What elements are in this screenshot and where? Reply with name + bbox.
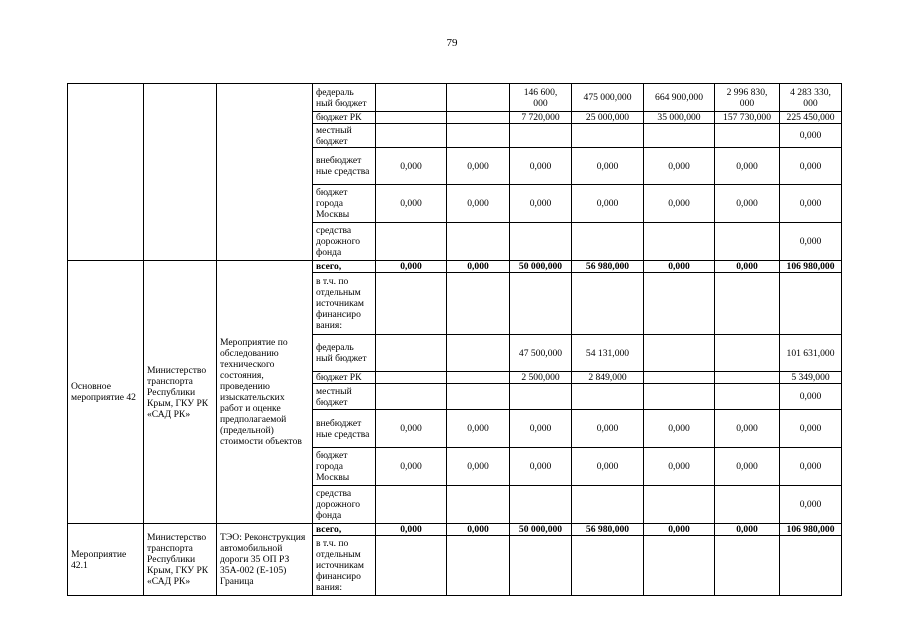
budget-table (67, 83, 842, 596)
value-cell: 35 000,000 (644, 112, 715, 124)
value-cell: 0,000 (447, 185, 510, 223)
value-cell (715, 384, 780, 410)
value-cell: 0,000 (715, 524, 780, 536)
value-cell: 0,000 (644, 148, 715, 185)
value-cell: 50 000,000 (510, 524, 572, 536)
value-cell: 0,000 (376, 148, 447, 185)
value-cell: 0,000 (447, 410, 510, 448)
value-cell: 7 720,000 (510, 112, 572, 124)
value-cell: 106 980,000 (780, 524, 842, 536)
value-cell (715, 372, 780, 384)
value-cell: 146 600, 000 (510, 84, 572, 112)
value-cell (572, 273, 644, 335)
value-cell (644, 335, 715, 372)
value-cell: 0,000 (715, 410, 780, 448)
value-cell: 0,000 (376, 448, 447, 486)
value-cell (715, 223, 780, 261)
value-cell (376, 335, 447, 372)
executor-cell: Министерство транспорта Республики Крым, ГКУ РК «САД РК» (144, 524, 217, 596)
value-cell: 0,000 (510, 148, 572, 185)
value-cell: 0,000 (510, 448, 572, 486)
description-cell: ТЭО: Реконструкция автомобильной дороги 35 ОП РЗ 35А-002 (Е-105) Граница (217, 524, 313, 596)
value-cell (715, 536, 780, 596)
value-cell: 0,000 (572, 448, 644, 486)
value-cell: 0,000 (780, 185, 842, 223)
value-cell: 0,000 (376, 261, 447, 273)
funding-source: федераль ный бюджет (313, 84, 376, 112)
value-cell: 0,000 (644, 524, 715, 536)
table-row (68, 84, 842, 112)
value-cell: 0,000 (447, 148, 510, 185)
value-cell: 0,000 (780, 148, 842, 185)
value-cell: 47 500,000 (510, 335, 572, 372)
funding-source: бюджет РК (313, 372, 376, 384)
value-cell (572, 223, 644, 261)
funding-source: местный бюджет (313, 384, 376, 410)
value-cell: 2 849,000 (572, 372, 644, 384)
value-cell (376, 124, 447, 148)
value-cell: 0,000 (780, 448, 842, 486)
value-cell: 50 000,000 (510, 261, 572, 273)
funding-source: бюджет города Москвы (313, 185, 376, 223)
value-cell (447, 84, 510, 112)
value-cell: 0,000 (715, 148, 780, 185)
value-cell: 0,000 (447, 261, 510, 273)
description-cell (217, 84, 313, 261)
value-cell (715, 335, 780, 372)
value-cell: 106 980,000 (780, 261, 842, 273)
value-cell (644, 536, 715, 596)
funding-source: в т.ч. по отдельным источникам финансиро вания: (313, 536, 376, 596)
description-cell: Мероприятие по обследованию технического состояния, проведению изыскательских работ и оценке предполагаемой (предельной) стоимости объектов (217, 261, 313, 524)
value-cell (572, 384, 644, 410)
value-cell: 0,000 (572, 148, 644, 185)
value-cell (447, 486, 510, 524)
value-cell (644, 384, 715, 410)
value-cell (572, 486, 644, 524)
value-cell (376, 112, 447, 124)
measure-name-cell: Основное мероприятие 42 (68, 261, 144, 524)
funding-source: средства дорожного фонда (313, 486, 376, 524)
value-cell: 475 000,000 (572, 84, 644, 112)
value-cell (644, 486, 715, 524)
value-cell: 0,000 (572, 410, 644, 448)
value-cell (376, 372, 447, 384)
value-cell (780, 273, 842, 335)
value-cell: 4 283 330, 000 (780, 84, 842, 112)
value-cell (715, 486, 780, 524)
value-cell (510, 486, 572, 524)
value-cell: 0,000 (780, 384, 842, 410)
value-cell (376, 84, 447, 112)
value-cell (510, 273, 572, 335)
value-cell: 0,000 (376, 524, 447, 536)
value-cell: 0,000 (376, 185, 447, 223)
value-cell (376, 536, 447, 596)
value-cell: 0,000 (510, 410, 572, 448)
funding-source: местный бюджет (313, 124, 376, 148)
funding-source: внебюджет ные средства (313, 410, 376, 448)
value-cell: 0,000 (644, 448, 715, 486)
value-cell: 0,000 (715, 185, 780, 223)
funding-source-total: всего, (313, 524, 376, 536)
value-cell (510, 124, 572, 148)
funding-source: бюджет РК (313, 112, 376, 124)
value-cell (644, 372, 715, 384)
value-cell (447, 124, 510, 148)
executor-cell: Министерство транспорта Республики Крым, ГКУ РК «САД РК» (144, 261, 217, 524)
value-cell: 56 980,000 (572, 261, 644, 273)
value-cell: 0,000 (644, 185, 715, 223)
value-cell (572, 124, 644, 148)
page-number: 79 (446, 37, 458, 49)
funding-source: средства дорожного фонда (313, 223, 376, 261)
value-cell: 101 631,000 (780, 335, 842, 372)
value-cell (447, 372, 510, 384)
value-cell: 0,000 (447, 524, 510, 536)
value-cell: 0,000 (376, 410, 447, 448)
funding-source: внебюджет ные средства (313, 148, 376, 185)
value-cell: 25 000,000 (572, 112, 644, 124)
value-cell: 2 996 830, 000 (715, 84, 780, 112)
value-cell (447, 223, 510, 261)
value-cell (780, 536, 842, 596)
value-cell (447, 536, 510, 596)
funding-source: бюджет города Москвы (313, 448, 376, 486)
value-cell (447, 273, 510, 335)
funding-source: в т.ч. по отдельным источникам финансиро вания: (313, 273, 376, 335)
value-cell (376, 273, 447, 335)
measure-name-cell: Мероприятие 42.1 (68, 524, 144, 596)
value-cell: 0,000 (780, 486, 842, 524)
value-cell: 0,000 (447, 448, 510, 486)
value-cell: 5 349,000 (780, 372, 842, 384)
value-cell (376, 486, 447, 524)
funding-source: федераль ный бюджет (313, 335, 376, 372)
value-cell (447, 384, 510, 410)
value-cell: 56 980,000 (572, 524, 644, 536)
value-cell: 0,000 (510, 185, 572, 223)
value-cell: 225 450,000 (780, 112, 842, 124)
value-cell: 157 730,000 (715, 112, 780, 124)
table-row (68, 524, 842, 536)
value-cell (644, 273, 715, 335)
value-cell (376, 384, 447, 410)
value-cell: 0,000 (644, 410, 715, 448)
value-cell: 0,000 (780, 410, 842, 448)
value-cell (510, 223, 572, 261)
executor-cell (144, 84, 217, 261)
measure-name-cell (68, 84, 144, 261)
table-row (68, 261, 842, 273)
value-cell: 0,000 (715, 261, 780, 273)
value-cell: 664 900,000 (644, 84, 715, 112)
value-cell (644, 223, 715, 261)
value-cell: 0,000 (715, 448, 780, 486)
value-cell: 0,000 (644, 261, 715, 273)
funding-source-total: всего, (313, 261, 376, 273)
value-cell: 54 131,000 (572, 335, 644, 372)
value-cell (715, 273, 780, 335)
value-cell: 0,000 (780, 124, 842, 148)
value-cell (376, 223, 447, 261)
value-cell (644, 124, 715, 148)
value-cell (572, 536, 644, 596)
value-cell: 0,000 (572, 185, 644, 223)
value-cell (447, 335, 510, 372)
value-cell: 0,000 (780, 223, 842, 261)
value-cell: 2 500,000 (510, 372, 572, 384)
value-cell (447, 112, 510, 124)
value-cell (510, 384, 572, 410)
value-cell (510, 536, 572, 596)
value-cell (715, 124, 780, 148)
